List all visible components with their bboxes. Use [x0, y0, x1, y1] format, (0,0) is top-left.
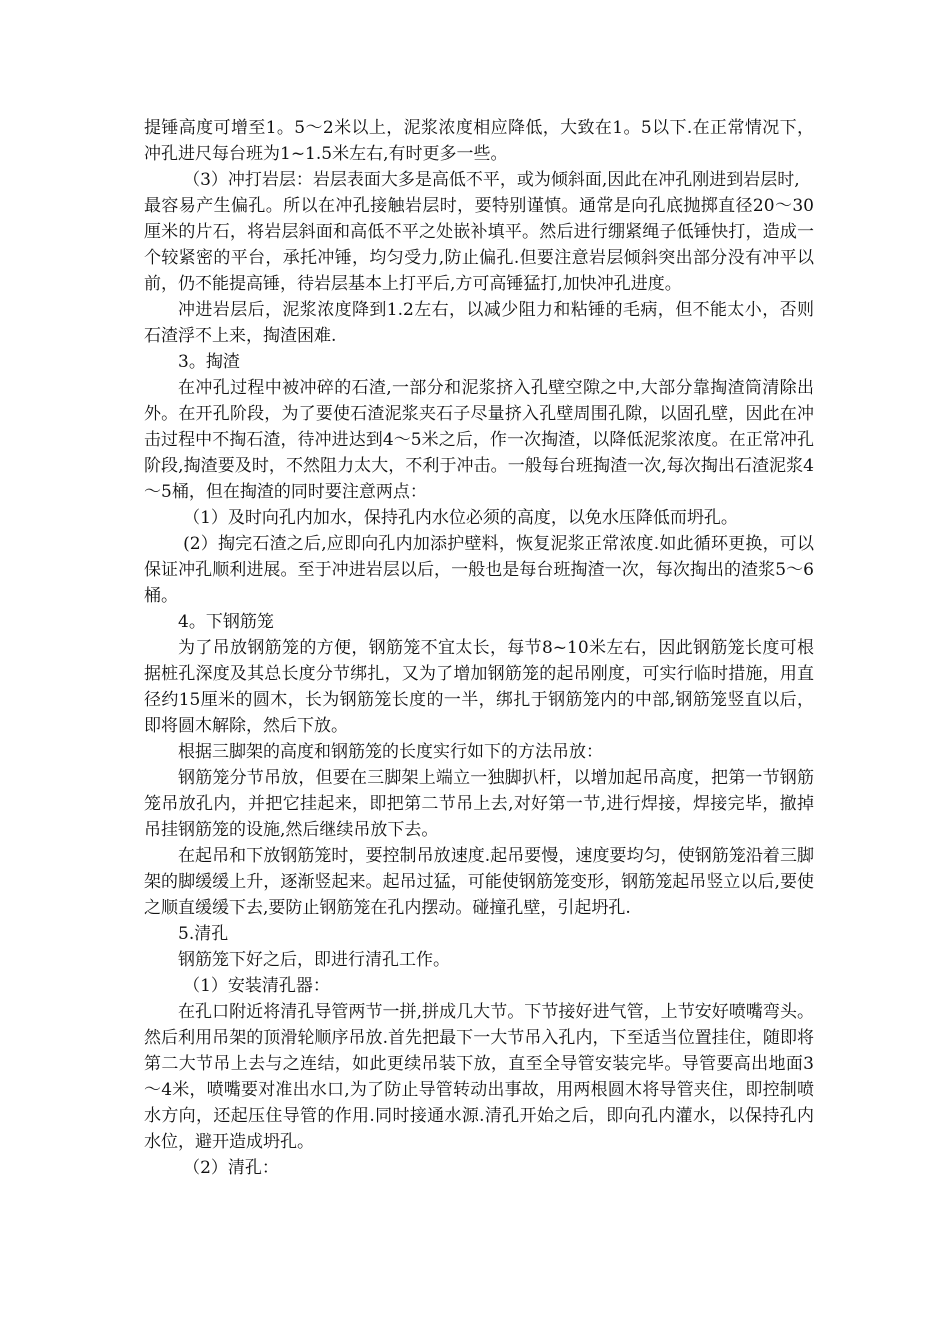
paragraph: 提锤高度可增至1。5～2米以上，泥浆浓度相应降低，大致在1。5以下.在正常情况下，冲孔进尺每台班为1~1.5米左右,有时更多一些。 — [144, 118, 814, 164]
list-item: (2）掏完石渣之后,应即向孔内加添护壁料，恢复泥浆正常浓度.如此循环更换，可以保证冲孔顺利进展。至于冲进岩层以后，一般也是每台班掏渣一次，每次掏出的渣浆5～6桶。 — [144, 534, 814, 606]
paragraph: 钢筋笼下好之后，即进行清孔工作。 — [178, 950, 450, 970]
document-body — [144, 115, 814, 1181]
paragraph: 根据三脚架的高度和钢筋笼的长度实行如下的方法吊放： — [178, 742, 603, 762]
paragraph: 在起吊和下放钢筋笼时，要控制吊放速度.起吊要慢，速度要均匀，使钢筋笼沿着三脚架的脚缓缓上升，逐渐竖起来。起吊过猛，可能使钢筋笼变形，钢筋笼起吊竖立以后,要使之顺直缓缓下去,要防止钢筋笼在孔内摆动。碰撞孔壁，引起坍孔. — [144, 846, 814, 918]
list-item: （2）清孔： — [183, 1158, 279, 1178]
paragraph: 最容易产生偏孔。所以在冲孔接触岩层时，要特别谨慎。通常是向孔底抛掷直径20～30厘米的片石，将岩层斜面和高低不平之处嵌补填平。然后进行绷紧绳子低锤快打，造成一个较紧密的平台，承托冲锤，均匀受力,防止偏孔.但要注意岩层倾斜突出部分没有冲平以前，仍不能提高锤，待岩层基本上打平后,方可高锤猛打,加快冲孔进度。 — [144, 196, 814, 294]
paragraph: 在冲孔过程中被冲碎的石渣,一部分和泥浆挤入孔壁空隙之中,大部分靠掏渣筒清除出外。在开孔阶段，为了要使石渣泥浆夹石子尽量挤入孔壁周围孔隙，以固孔壁，因此在冲击过程中不掏石渣，待冲进达到4～5米之后，作一次掏渣，以降低泥浆浓度。在正常冲孔阶段,掏渣要及时，不然阻力太大，不利于冲击。一般每台班掏渣一次,每次掏出石渣泥浆4～5桶，但在掏渣的同时要注意两点： — [144, 378, 814, 502]
list-item: （1）及时向孔内加水，保持孔内水位必须的高度，以免水压降低而坍孔。 — [183, 508, 738, 528]
paragraph: 为了吊放钢筋笼的方便，钢筋笼不宜太长，每节8~10米左右，因此钢筋笼长度可根据桩孔深度及其总长度分节绑扎，又为了增加钢筋笼的起吊刚度，可实行临时措施，用直径约15厘米的圆木，长为钢筋笼长度的一半，绑扎于钢筋笼内的中部,钢筋笼竖直以后，即将圆木解除，然后下放。 — [144, 638, 814, 736]
section-heading: 3。掏渣 — [178, 352, 240, 372]
paragraph: 冲进岩层后，泥浆浓度降到1.2左右，以减少阻力和粘锤的毛病，但不能太小，否则石渣浮不上来，掏渣困难. — [144, 300, 814, 346]
paragraph: 钢筋笼分节吊放，但要在三脚架上端立一独脚扒杆，以增加起吊高度，把第一节钢筋笼吊放孔内，并把它挂起来，即把第二节吊上去,对好第一节,进行焊接，焊接完毕，撤掉吊挂钢筋笼的设施,然后继续吊放下去。 — [144, 768, 814, 840]
section-heading: 4。下钢筋笼 — [178, 612, 274, 632]
section-heading: 5.清孔 — [178, 924, 229, 944]
list-item: （1）安装清孔器： — [183, 976, 330, 996]
paragraph: 在孔口附近将清孔导管两节一拼,拼成几大节。下节接好进气管，上节安好喷嘴弯头。然后利用吊架的顶滑轮顺序吊放.首先把最下一大节吊入孔内，下至适当位置挂住，随即将第二大节吊上去与之连结，如此更续吊装下放，直至全导管安装完毕。导管要高出地面3～4米，喷嘴要对准出水口,为了防止导管转动出事故，用两根圆木将导管夹住，即控制喷水方向，还起压住导管的作用.同时接通水源.清孔开始之后，即向孔内灌水，以保持孔内水位，避开造成坍孔。 — [144, 1002, 814, 1152]
paragraph: （3）冲打岩层：岩层表面大多是高低不平，或为倾斜面,因此在冲孔刚进到岩层时, — [183, 170, 800, 190]
